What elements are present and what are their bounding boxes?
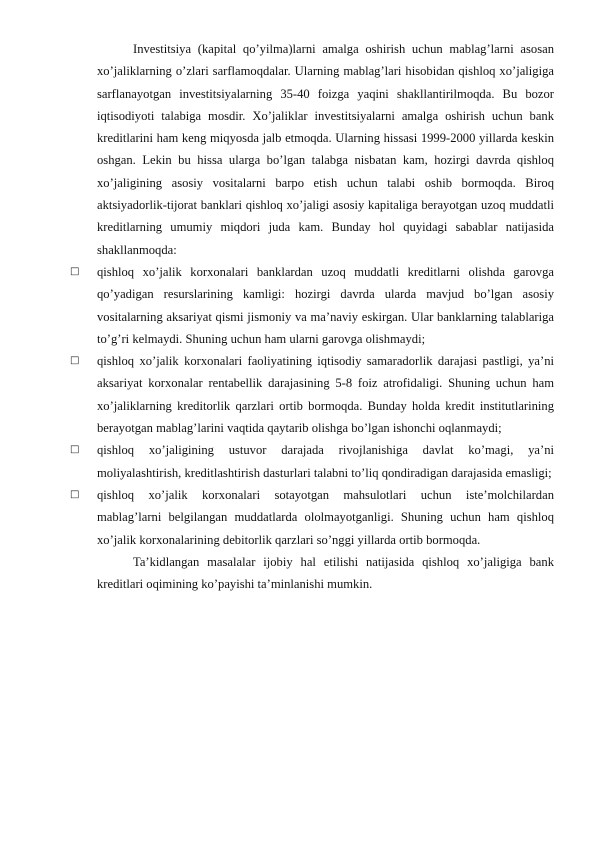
list-item-text: qishloq xo’jalik korxonalari banklardan uzoq muddatli kreditlarni olishda garovga qo’yadigan resurslarining kamligi: hozirgi davrda ularda mavjud bo’lgan asosiy vositalarning aksariyat qismi jismoniy va ma’naviy eskirgan. Ular banklarning talablariga to’g’ri kelmaydi. Shuning uchun ham ularni garovga olishmaydi; bbox=[97, 264, 554, 346]
list-item bbox=[70, 261, 554, 350]
list-item-text: qishloq xo’jalik korxonalari faoliyatining iqtisodiy samaradorlik darajasi pastligi, ya’ni aksariyat korxonalar rentabellik darajasining 5-8 foiz atrofidaligi. Shuning uchun ham xo’jaliklarning kreditorlik qarzlari ortib bormoqda. Bunday holda kredit institutlarining berayotgan mablag’larini vaqtida qaytarib olishga bo’lgan ishonchi oqlanmaydi; bbox=[97, 354, 554, 436]
document-body bbox=[70, 38, 554, 595]
list-item bbox=[70, 439, 554, 484]
square-bullet-icon: □ bbox=[70, 444, 80, 456]
list-item-text: qishloq xo’jalik korxonalari sotayotgan mahsulotlari uchun iste’molchilardan mablag’larni belgilangan muddatlarda ololmayotganligi. Shuning uchun ham qishloq xo’jalik korxonalarining debitorlik qarzlari so’nggi yillarda ortib bormoqda. bbox=[97, 487, 554, 547]
intro-paragraph: Investitsiya (kapital qo’yilma)larni amalga oshirish uchun mablag’larni asosan xo’jaliklarning o’zlari sarflamoqdalar. Ularning mablag’lari hisobidan qishloq xo’jaligiga sarflanayotgan investitsiyalarning 35-40 foizga yaqini shakllantirilmoqda. Bu bozor iqtisodiyoti talabiga mosdir. Xo’jaliklar investitsiyalarni amalga oshirish uchun bank kreditlarini ham keng miqyosda jalb etmoqda. Ularning hissasi 1999-2000 yillarda keskin oshgan. Lekin bu hissa ularga bo’lgan talabga nisbatan kam, hozirgi davrda qishloq xo’jaligining asosiy vositalarni barpo etish uchun talabi oshib bormoqda. Biroq aktsiyadorlik-tijorat banklari qishloq xo’jaligi asosiy kapitaliga berayotgan uzoq muddatli kreditlarning umumiy miqdori juda kam. Bunday hol quyidagi sabablar natijasida shakllanmoqda: bbox=[97, 42, 554, 257]
list-item-text: qishloq xo’jaligining ustuvor darajada rivojlanishiga davlat ko’magi, ya’ni moliyalashtirish, kreditlashtirish dasturlari talabni to’liq qondiradigan darajasida emasligi; bbox=[97, 443, 554, 480]
list-item bbox=[70, 350, 554, 439]
square-bullet-icon: □ bbox=[70, 265, 80, 277]
square-bullet-icon: □ bbox=[70, 488, 80, 500]
list-item bbox=[70, 484, 554, 551]
closing-paragraph: Ta’kidlangan masalalar ijobiy hal etilishi natijasida qishloq xo’jaligiga bank kreditlari oqimining ko’payishi ta’minlanishi mumkin. bbox=[97, 554, 554, 592]
square-bullet-icon: □ bbox=[70, 355, 80, 367]
